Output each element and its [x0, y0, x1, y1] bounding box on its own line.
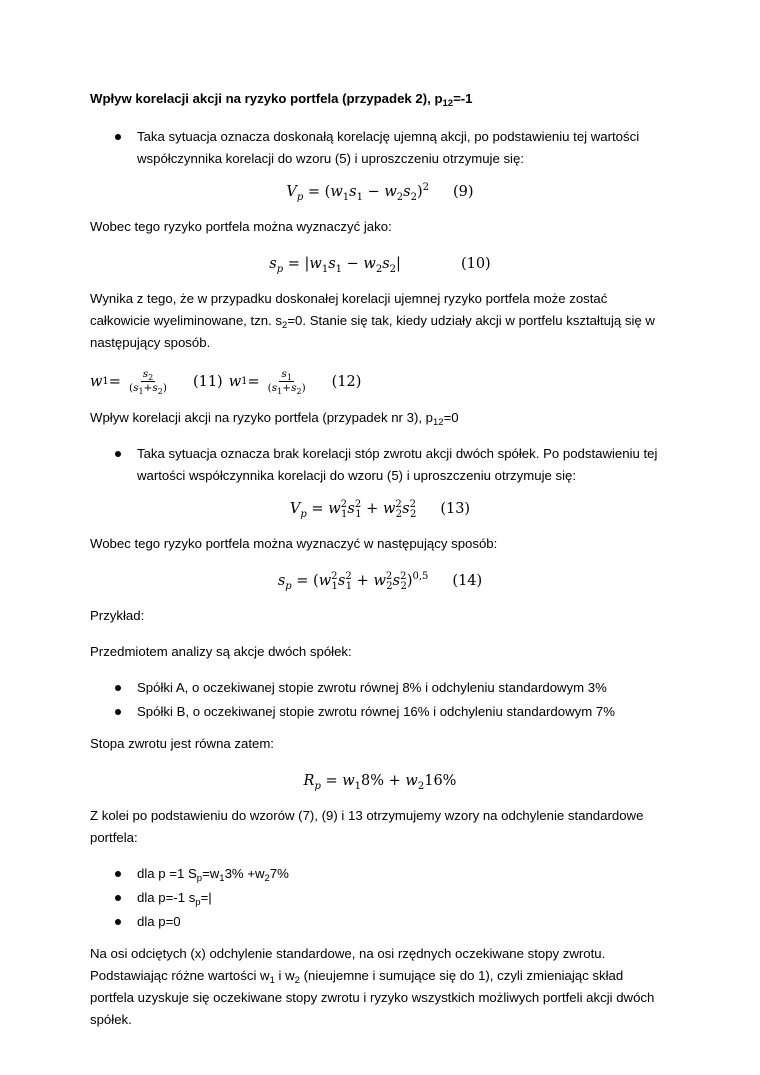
sub: 1 [321, 263, 329, 275]
op: + [384, 773, 406, 789]
subscript: 12 [433, 417, 444, 428]
paragraph-text: (nieujemne i sumujące się do 1), czyli zmieniając skład portfela uzyskuje się oczekiwane stopy zwrotu i ryzyko wszystkich możliwych portfeli akcji dwóch spółek. [90, 968, 655, 1027]
sub: 1 [355, 508, 362, 520]
sup: 2 [385, 571, 393, 583]
case-text: =w [202, 866, 220, 881]
equation-number: (9) [453, 184, 474, 200]
sup: 2 [331, 571, 338, 583]
formula-return [90, 769, 670, 793]
var-s: s [152, 382, 158, 394]
equation-number: (13) [440, 501, 471, 517]
op: = [247, 373, 260, 390]
sub: 2 [395, 508, 403, 520]
op: + [143, 382, 153, 394]
value: 8% [361, 773, 385, 789]
denominator [127, 382, 169, 395]
paragraph [90, 288, 670, 354]
list-item [90, 863, 670, 885]
op: ( [128, 382, 134, 394]
sub: 2 [400, 580, 407, 592]
var-s: s [142, 368, 149, 380]
sub: 1 [342, 191, 350, 203]
case-text: 3% +w [224, 866, 265, 881]
var-s: s [349, 184, 357, 200]
sub: 2 [396, 191, 404, 203]
op: − [342, 256, 364, 272]
sup: 2 [422, 182, 430, 194]
bullet-icon [115, 134, 121, 140]
var-s: s [277, 573, 286, 589]
sub: p [296, 191, 304, 203]
op: ) [301, 382, 306, 394]
sup: 2 [395, 499, 402, 511]
list-item [90, 443, 670, 487]
paragraph-text: =0. Stanie się tak, kiedy udziały akcji w portfelu kształtują się w następujący sposób. [90, 313, 655, 350]
list-item [90, 887, 670, 909]
sup: 2 [400, 571, 407, 583]
bullet-text: Taka sytuacja oznacza doskonałą korelację ujemną akcji, po podstawieniu tej wartości współczynnika korelacji do wzoru (5) i uproszczeniu otrzymuje się: [137, 129, 640, 166]
var-w: w [90, 373, 103, 390]
bullet-list-companies [90, 677, 670, 723]
case-text: dla p=-1 s [137, 890, 196, 905]
bullet-text: Taka sytuacja oznacza brak korelacji stóp zwrotu akcji dwóch spółek. Po podstawieniu tej wartości współczynnika korelacji do wzoru (5) i uproszczeniu otrzymuje się: [137, 446, 658, 483]
heading-tail: =0 [443, 410, 459, 425]
sub: 2 [410, 191, 417, 203]
op: = ( [303, 184, 331, 200]
paragraph: Przedmiotem analizy są akcje dwóch spółek: [90, 644, 352, 659]
sub: 2 [296, 387, 302, 397]
op: + [361, 501, 383, 517]
sub: 1 [345, 580, 353, 592]
op: ) [162, 382, 167, 394]
sub: 1 [335, 263, 343, 275]
sub: 1 [340, 508, 348, 520]
bullet-list-cases [90, 863, 670, 933]
sub: p [276, 263, 284, 275]
var-w: w [328, 501, 341, 517]
subscript: 2 [294, 975, 300, 986]
var-w: w [228, 373, 242, 390]
sub: 1 [356, 191, 363, 203]
sub: 2 [409, 508, 417, 520]
sub: p [314, 780, 321, 792]
op: = [306, 501, 329, 517]
list-item [90, 677, 670, 699]
formula-14 [90, 569, 670, 593]
bullet-icon [115, 685, 121, 691]
paragraph-text: Na osi odciętych (x) odchylenie standardowe, na osi rzędnych oczekiwane stopy zwrotu. Podstawiając różne wartości w [90, 946, 606, 983]
sup: 2 [340, 499, 347, 511]
formula-13 [90, 497, 670, 521]
var-V: V [286, 184, 297, 200]
sub: 2 [148, 373, 154, 383]
sup: 2 [345, 571, 352, 583]
var-s: s [392, 573, 401, 589]
var-s: s [402, 501, 410, 517]
list-item [90, 911, 670, 933]
bullet-icon [115, 709, 121, 715]
var-s: s [337, 573, 346, 589]
bullet-text: Spółki B, o oczekiwanej stopie zwrotu równej 16% i odchyleniu standardowym 7% [137, 704, 615, 719]
var-R: R [303, 773, 315, 789]
fraction-12 [266, 368, 308, 395]
op: + [352, 573, 374, 589]
op: = [108, 373, 121, 390]
subscript: 2 [264, 873, 270, 884]
bullet-list-case-3 [90, 443, 670, 487]
var-s: s [281, 368, 287, 380]
op: ) [416, 184, 423, 200]
var-s: s [133, 382, 139, 394]
sub: 2 [417, 780, 425, 792]
heading-text: Wpływ korelacji akcji na ryzyko portfela (przypadek 2), p [90, 91, 443, 106]
sub: 2 [157, 387, 163, 397]
equation-number: (10) [460, 256, 491, 272]
var-w: w [382, 501, 396, 517]
subscript: p [195, 897, 201, 908]
sup: 0,5 [412, 571, 429, 583]
numerator [279, 368, 293, 382]
value: 16% [424, 773, 457, 789]
var-s: s [347, 501, 355, 517]
sub: 1 [277, 387, 283, 397]
paragraph: Z kolei po podstawieniu do wzorów (7), (9) i 13 otrzymujemy wzory na odchylenie standardowe portfela: [90, 808, 644, 845]
heading-text: Wpływ korelacji akcji na ryzyko portfela (przypadek nr 3), p [90, 410, 433, 425]
case-text: dla p =1 S [137, 866, 197, 881]
op: − [362, 184, 385, 200]
list-item [90, 126, 670, 170]
var-s: s [382, 256, 390, 272]
formula-9 [90, 180, 670, 204]
var-s: s [403, 184, 411, 200]
var-s: s [271, 382, 278, 394]
heading-subscript: 12 [442, 98, 454, 109]
denominator [266, 382, 308, 395]
op: + [282, 382, 292, 394]
sub: p [300, 508, 307, 520]
var-w: w [318, 573, 332, 589]
equation-number: (12) [331, 373, 362, 390]
sub: 2 [375, 263, 383, 275]
op: ( [267, 382, 272, 394]
op: ) [406, 573, 413, 589]
subscript: p [196, 873, 203, 884]
list-item [90, 701, 670, 723]
paragraph-text: i w [274, 968, 295, 983]
bullet-list-case-2 [90, 126, 670, 170]
var-s: s [328, 256, 336, 272]
fraction-11 [127, 368, 169, 395]
numerator [141, 368, 155, 382]
sub: 2 [386, 580, 393, 592]
op: = ( [291, 573, 319, 589]
equation-number: (11) [192, 373, 223, 390]
example-label: Przykład: [90, 608, 145, 623]
sub: p [285, 580, 292, 592]
case-text: =| [200, 890, 212, 905]
equation-number: (14) [452, 573, 483, 589]
sub: 2 [389, 263, 397, 275]
bullet-icon [115, 895, 121, 901]
sup: 2 [409, 499, 416, 511]
section-heading-case-2 [90, 88, 670, 110]
var-V: V [289, 501, 301, 517]
formula-10 [90, 252, 670, 276]
sub: 1 [286, 373, 292, 383]
sub: 1 [354, 780, 362, 792]
bullet-text: Spółki A, o oczekiwanej stopie zwrotu równej 8% i odchyleniu standardowym 3% [137, 680, 607, 695]
var-s: s [269, 256, 277, 272]
subscript: 1 [219, 873, 225, 884]
sup: 2 [354, 499, 362, 511]
heading-tail: =-1 [453, 91, 473, 106]
formula-11-12: w 1 = $\frac{s_2}{(s_1+s_2)}$ (11) w 1 = $\frac{s_1}{(s_1+s_2)}$ (12) [90, 368, 362, 397]
case-text: 7% [269, 866, 289, 881]
var-w: w [363, 256, 376, 272]
bullet-icon [115, 919, 121, 925]
section-heading-case-3 [90, 407, 670, 429]
bullet-icon [115, 871, 121, 877]
bullet-icon [115, 451, 121, 457]
op: | [396, 256, 401, 272]
paragraph: Wobec tego ryzyko portfela można wyznaczyć w następujący sposób: [90, 536, 498, 551]
subscript: 1 [269, 975, 275, 986]
var-s: s [291, 382, 297, 394]
var-w: w [405, 773, 418, 789]
closing-paragraph [90, 943, 670, 1031]
var-w: w [309, 256, 322, 272]
paragraph: Wobec tego ryzyko portfela można wyznaczyć jako: [90, 219, 392, 234]
op: = [320, 773, 343, 789]
var-w: w [330, 184, 343, 200]
op: = | [283, 256, 310, 272]
paragraph: Stopa zwrotu jest równa zatem: [90, 736, 274, 751]
case-text: dla p=0 [137, 914, 181, 929]
paragraph-text: Wynika z tego, że w przypadku doskonałej korelacji ujemnej ryzyko portfela może zostać całkowicie wyeliminowane, tzn. s [90, 291, 608, 328]
var-w: w [384, 184, 397, 200]
var-w: w [373, 573, 386, 589]
var-w: w [342, 773, 355, 789]
sub: 1 [331, 580, 338, 592]
subscript: 2 [282, 320, 288, 331]
sub: 1 [138, 387, 144, 397]
